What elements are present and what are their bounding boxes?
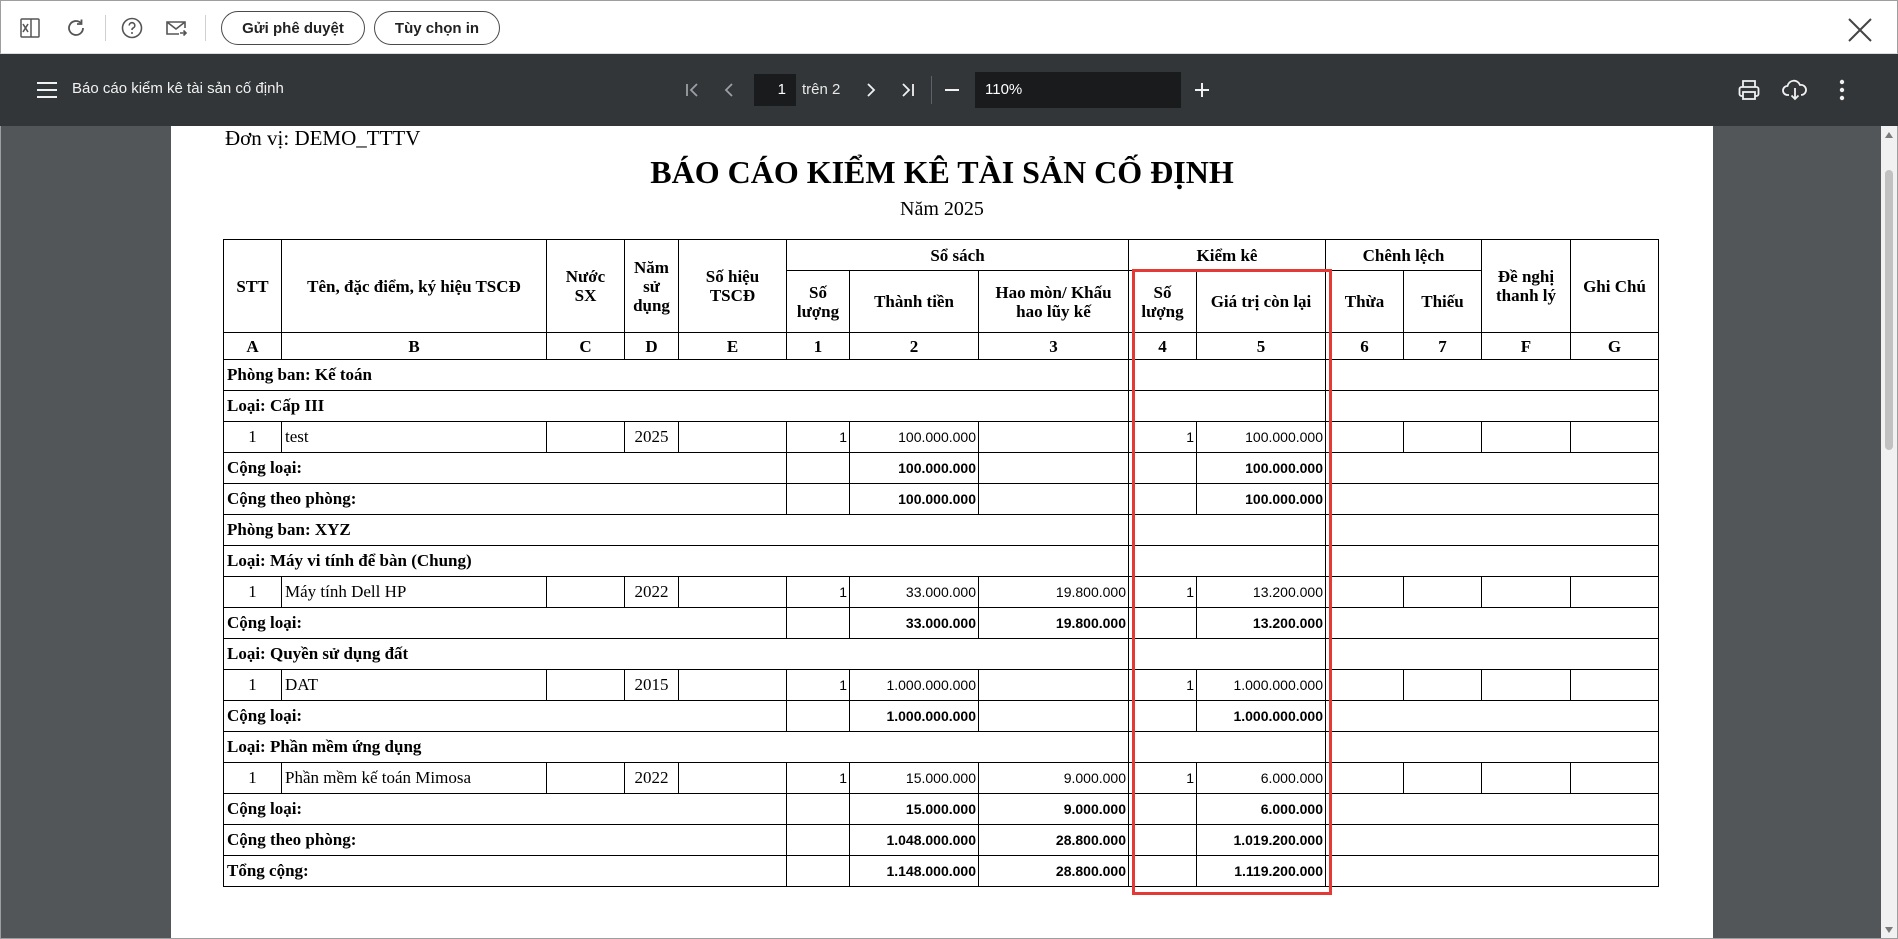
sum-depreciation: 28.800.000: [979, 856, 1129, 887]
toolbar-divider: [931, 76, 932, 104]
cell-propose: [1482, 577, 1571, 608]
download-icon[interactable]: [1781, 76, 1809, 104]
sum-remaining-value: 1.019.200.000: [1197, 825, 1326, 856]
header-depreciation: Hao mòn/ Khấu hao lũy kế: [979, 271, 1129, 333]
cell-inventory-qty: [1129, 701, 1197, 732]
sum-depreciation: 28.800.000: [979, 825, 1129, 856]
cell-remaining-value: 13.200.000: [1197, 577, 1326, 608]
cell-inventory-qty: 1: [1129, 670, 1197, 701]
cell-asset-name: test: [282, 422, 547, 453]
table-row: [224, 670, 1659, 701]
column-code: F: [1482, 333, 1571, 360]
cell-depreciation: 9.000.000: [979, 763, 1129, 794]
cell-amount: 100.000.000: [850, 422, 979, 453]
header-year-of-use: Năm sử dụng: [625, 240, 679, 333]
header-amount: Thành tiền: [850, 271, 979, 333]
cell-stt: 1: [224, 577, 282, 608]
cell-book-qty: [787, 484, 850, 515]
sum-label: Cộng loại:: [224, 453, 787, 484]
cell: [1326, 453, 1659, 484]
cell-book-qty: 1: [787, 670, 850, 701]
sum-label: Cộng loại:: [224, 794, 787, 825]
cell-note: [1571, 577, 1659, 608]
sum-label: Cộng loại:: [224, 701, 787, 732]
toolbar-divider: [205, 15, 206, 41]
document-viewport[interactable]: [0, 126, 1898, 939]
cell-depreciation: 19.800.000: [979, 577, 1129, 608]
sum-depreciation: 9.000.000: [979, 794, 1129, 825]
sum-depreciation: 19.800.000: [979, 608, 1129, 639]
column-code: 2: [850, 333, 979, 360]
cell-remaining-value: 1.000.000.000: [1197, 670, 1326, 701]
sum-row: [224, 794, 1659, 825]
cell-inventory-qty: [1129, 453, 1197, 484]
toolbar-divider: [105, 15, 106, 41]
close-icon[interactable]: [1845, 15, 1875, 45]
menu-icon[interactable]: [33, 76, 61, 104]
header-asset-name: Tên, đặc điểm, ký hiệu TSCĐ: [282, 240, 547, 333]
cell-book-qty: [787, 856, 850, 887]
sum-row: [224, 453, 1659, 484]
cell-book-qty: [787, 453, 850, 484]
first-page-icon[interactable]: [679, 76, 707, 104]
column-code: C: [547, 333, 625, 360]
sum-depreciation: [979, 701, 1129, 732]
column-code: A: [224, 333, 282, 360]
cell-country: [547, 763, 625, 794]
sum-amount: 15.000.000: [850, 794, 979, 825]
cell-code: [679, 670, 787, 701]
group-row: [224, 360, 1659, 391]
sum-amount: 100.000.000: [850, 453, 979, 484]
column-code-row: [224, 333, 1659, 360]
header-surplus: Thừa: [1326, 271, 1404, 333]
cell: [1326, 639, 1659, 670]
cell: [1326, 825, 1659, 856]
sum-label: Cộng theo phòng:: [224, 825, 787, 856]
cell: [1129, 639, 1326, 670]
cell-remaining-value: 100.000.000: [1197, 422, 1326, 453]
header-shortage: Thiếu: [1404, 271, 1482, 333]
cell-stt: 1: [224, 763, 282, 794]
scroll-down-icon[interactable]: [1885, 927, 1893, 933]
header-stt: STT: [224, 240, 282, 333]
print-icon[interactable]: [1735, 76, 1763, 104]
email-send-icon[interactable]: [161, 13, 191, 43]
cell-code: [679, 422, 787, 453]
header-asset-code: Số hiệu TSCĐ: [679, 240, 787, 333]
cell-propose: [1482, 763, 1571, 794]
previous-page-icon[interactable]: [715, 76, 743, 104]
unit-label: Đơn vị: DEMO_TTTV: [225, 126, 421, 150]
report-year: Năm 2025: [900, 198, 984, 220]
header-inventory: Kiểm kê: [1129, 240, 1326, 271]
zoom-input[interactable]: 110%: [975, 72, 1181, 108]
cell: [1326, 732, 1659, 763]
sum-amount: 1.148.000.000: [850, 856, 979, 887]
cell-inventory-qty: 1: [1129, 577, 1197, 608]
cell-note: [1571, 763, 1659, 794]
sum-row: [224, 856, 1659, 887]
sum-amount: 1.000.000.000: [850, 701, 979, 732]
more-options-icon[interactable]: [1828, 76, 1856, 104]
cell: [1326, 546, 1659, 577]
cell-surplus: [1326, 577, 1404, 608]
sum-label: Tổng cộng:: [224, 856, 787, 887]
header-books: Sổ sách: [787, 240, 1129, 271]
cell: [1326, 856, 1659, 887]
cell-year: 2022: [625, 577, 679, 608]
zoom-in-icon[interactable]: [1188, 76, 1216, 104]
report-title: BÁO CÁO KIỂM KÊ TÀI SẢN CỐ ĐỊNH: [650, 154, 1234, 190]
cell-book-qty: [787, 701, 850, 732]
cell-country: [547, 670, 625, 701]
cell-inventory-qty: [1129, 484, 1197, 515]
cell-note: [1571, 670, 1659, 701]
cell-book-qty: 1: [787, 577, 850, 608]
column-code: 7: [1404, 333, 1482, 360]
cell-asset-name: Phần mềm kế toán Mimosa: [282, 763, 547, 794]
header-inventory-qty: Số lượng: [1129, 271, 1197, 333]
cell: [1326, 391, 1659, 422]
cell-country: [547, 422, 625, 453]
cell-book-qty: 1: [787, 763, 850, 794]
sum-amount: 1.048.000.000: [850, 825, 979, 856]
cell: [1326, 360, 1659, 391]
cell-book-qty: [787, 825, 850, 856]
cell-book-qty: [787, 794, 850, 825]
cell-shortage: [1404, 577, 1482, 608]
document-title: Báo cáo kiểm kê tài sản cố định: [72, 80, 284, 97]
cell: [1129, 391, 1326, 422]
page-number-input[interactable]: 1: [754, 74, 796, 106]
table-row: [224, 422, 1659, 453]
column-code: 5: [1197, 333, 1326, 360]
scrollbar-thumb[interactable]: [1885, 170, 1893, 450]
group-label: Loại: Quyền sử dụng đất: [224, 639, 1129, 670]
cell-remaining-value: 6.000.000: [1197, 763, 1326, 794]
pdf-viewer-toolbar: [0, 54, 1898, 126]
top-toolbar: [0, 0, 1898, 54]
cell-book-qty: 1: [787, 422, 850, 453]
page-count-label: trên 2: [802, 81, 841, 98]
cell-note: [1571, 422, 1659, 453]
group-row: [224, 546, 1659, 577]
group-row: [224, 639, 1659, 670]
group-row: [224, 732, 1659, 763]
sum-amount: 100.000.000: [850, 484, 979, 515]
header-book-qty: Số lượng: [787, 271, 850, 333]
cell-shortage: [1404, 670, 1482, 701]
column-code: E: [679, 333, 787, 360]
header-propose-liquidation: Đề nghị thanh lý: [1482, 240, 1571, 333]
cell-stt: 1: [224, 670, 282, 701]
group-row: [224, 515, 1659, 546]
sum-remaining-value: 100.000.000: [1197, 484, 1326, 515]
group-label: Loại: Phần mềm ứng dụng: [224, 732, 1129, 763]
sum-row: [224, 701, 1659, 732]
last-page-icon[interactable]: [893, 76, 921, 104]
cell-surplus: [1326, 670, 1404, 701]
column-code: B: [282, 333, 547, 360]
sum-remaining-value: 1.119.200.000: [1197, 856, 1326, 887]
help-icon[interactable]: [117, 13, 147, 43]
cell-inventory-qty: 1: [1129, 763, 1197, 794]
cell-depreciation: [979, 422, 1129, 453]
cell-amount: 15.000.000: [850, 763, 979, 794]
group-label: Phòng ban: XYZ: [224, 515, 1129, 546]
cell-year: 2015: [625, 670, 679, 701]
group-label: Phòng ban: Kế toán: [224, 360, 1129, 391]
sum-row: [224, 608, 1659, 639]
excel-icon[interactable]: [15, 13, 45, 43]
cell: [1326, 701, 1659, 732]
sum-label: Cộng theo phòng:: [224, 484, 787, 515]
cell-country: [547, 577, 625, 608]
sum-remaining-value: 1.000.000.000: [1197, 701, 1326, 732]
next-page-icon[interactable]: [857, 76, 885, 104]
send-approval-button[interactable]: Gửi phê duyệt: [221, 11, 365, 45]
cell-inventory-qty: 1: [1129, 422, 1197, 453]
cell: [1326, 794, 1659, 825]
cell-stt: 1: [224, 422, 282, 453]
sum-amount: 33.000.000: [850, 608, 979, 639]
cell: [1326, 608, 1659, 639]
cell: [1326, 515, 1659, 546]
refresh-icon[interactable]: [61, 13, 91, 43]
sum-row: [224, 484, 1659, 515]
header-remaining-value: Giá trị còn lại: [1197, 271, 1326, 333]
cell-shortage: [1404, 763, 1482, 794]
cell-year: 2022: [625, 763, 679, 794]
cell-amount: 33.000.000: [850, 577, 979, 608]
cell-book-qty: [787, 608, 850, 639]
cell: [1129, 360, 1326, 391]
header-note: Ghi Chú: [1571, 240, 1659, 333]
header-difference: Chênh lệch: [1326, 240, 1482, 271]
column-code: 4: [1129, 333, 1197, 360]
cell-inventory-qty: [1129, 794, 1197, 825]
cell-amount: 1.000.000.000: [850, 670, 979, 701]
table-row: [224, 577, 1659, 608]
inventory-table-body: [224, 360, 1659, 887]
cell: [1326, 484, 1659, 515]
cell-depreciation: [979, 670, 1129, 701]
cell-surplus: [1326, 422, 1404, 453]
sum-row: [224, 825, 1659, 856]
cell-code: [679, 577, 787, 608]
header-country: Nước SX: [547, 240, 625, 333]
report-page: [171, 126, 1713, 939]
group-label: Loại: Máy vi tính để bàn (Chung): [224, 546, 1129, 577]
column-code: 6: [1326, 333, 1404, 360]
cell-inventory-qty: [1129, 608, 1197, 639]
cell-asset-name: DAT: [282, 670, 547, 701]
column-code: D: [625, 333, 679, 360]
cell-surplus: [1326, 763, 1404, 794]
sum-depreciation: [979, 484, 1129, 515]
zoom-out-icon[interactable]: [938, 76, 966, 104]
table-row: [224, 763, 1659, 794]
cell-propose: [1482, 670, 1571, 701]
cell-inventory-qty: [1129, 856, 1197, 887]
group-row: [224, 391, 1659, 422]
sum-remaining-value: 100.000.000: [1197, 453, 1326, 484]
sum-depreciation: [979, 453, 1129, 484]
sum-remaining-value: 13.200.000: [1197, 608, 1326, 639]
cell-shortage: [1404, 422, 1482, 453]
column-code: 1: [787, 333, 850, 360]
cell: [1129, 515, 1326, 546]
cell-year: 2025: [625, 422, 679, 453]
cell-code: [679, 763, 787, 794]
vertical-scrollbar[interactable]: [1881, 126, 1897, 939]
column-code: 3: [979, 333, 1129, 360]
column-code: G: [1571, 333, 1659, 360]
cell: [1129, 546, 1326, 577]
print-options-button[interactable]: Tùy chọn in: [374, 11, 500, 45]
sum-remaining-value: 6.000.000: [1197, 794, 1326, 825]
cell-propose: [1482, 422, 1571, 453]
scroll-up-icon[interactable]: [1885, 132, 1893, 138]
sum-label: Cộng loại:: [224, 608, 787, 639]
cell-inventory-qty: [1129, 825, 1197, 856]
cell-asset-name: Máy tính Dell HP: [282, 577, 547, 608]
group-label: Loại: Cấp III: [224, 391, 1129, 422]
inventory-table: [223, 239, 1659, 887]
cell: [1129, 732, 1326, 763]
